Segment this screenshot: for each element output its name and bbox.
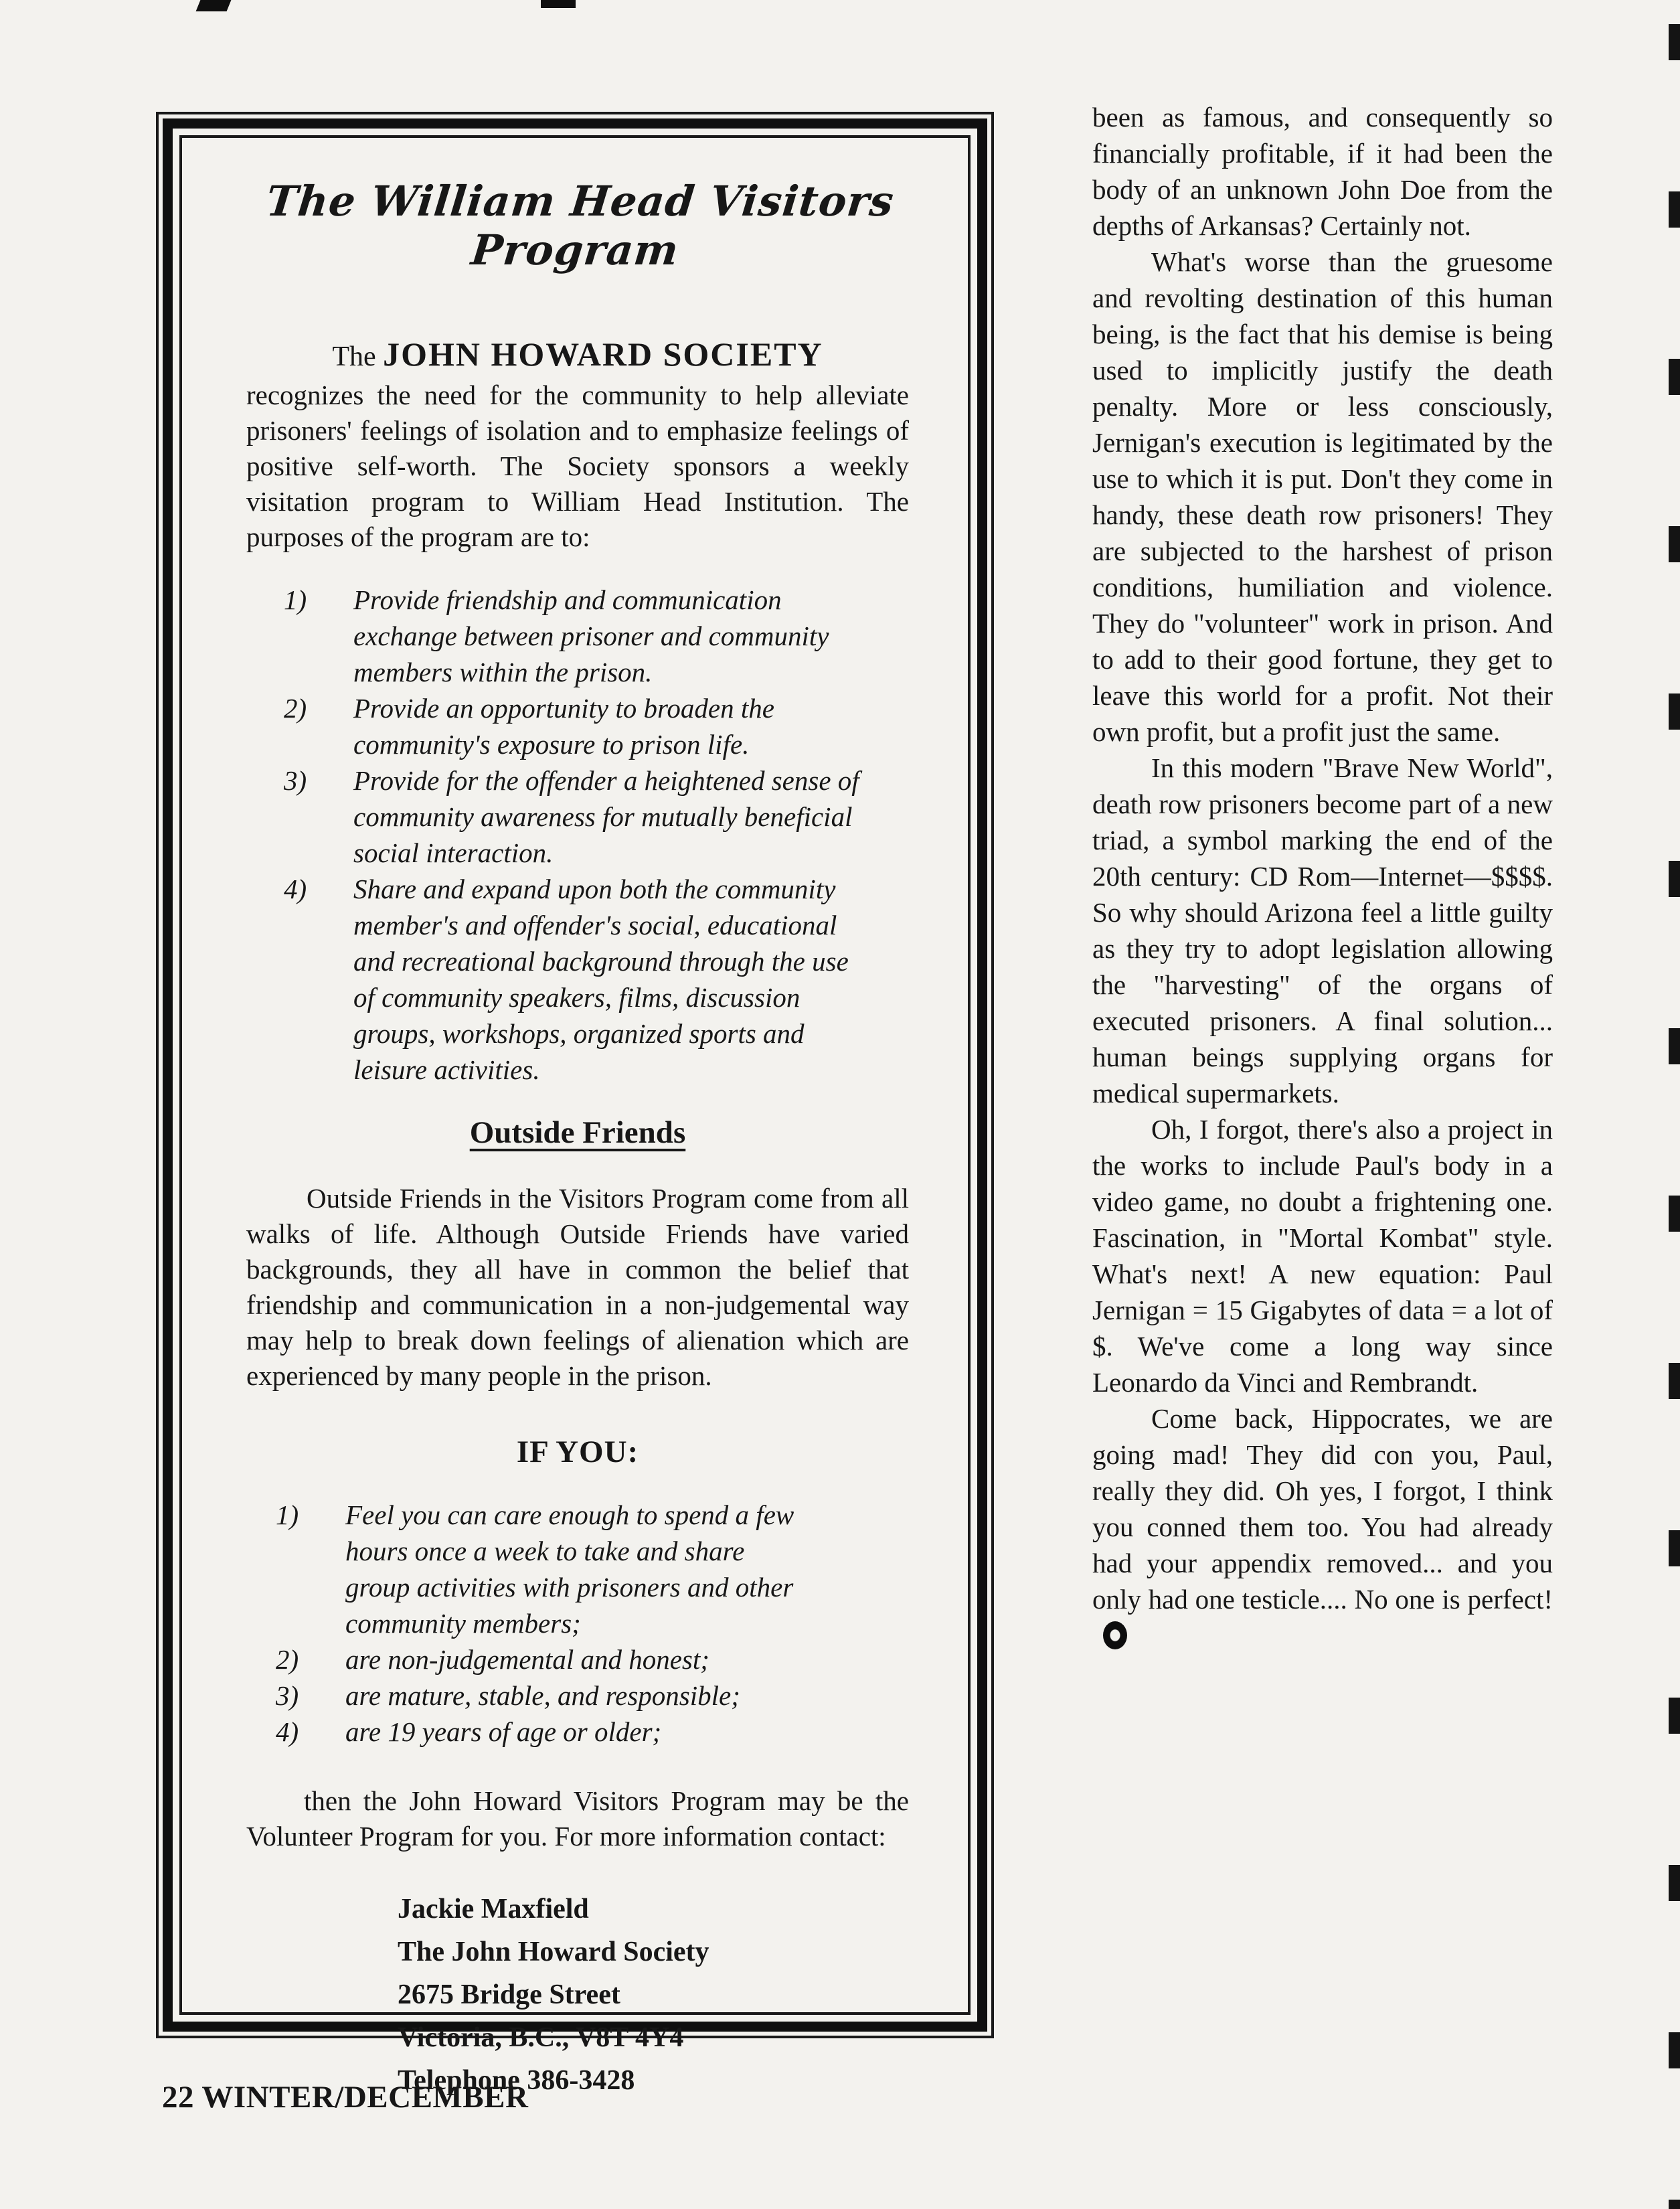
visitors-program-box xyxy=(156,112,994,2096)
list-item xyxy=(284,762,909,871)
contact-street: 2675 Bridge Street xyxy=(398,1979,620,2010)
list-number: 3) xyxy=(284,765,307,796)
list-text: Provide an opportunity to broaden the community's exposure to prison life. xyxy=(353,693,774,760)
if-you-heading: IF YOU: xyxy=(516,1435,639,1469)
contact-org: The John Howard Society xyxy=(398,1937,709,1967)
list-item xyxy=(276,1714,909,1750)
purposes-list xyxy=(246,582,909,1088)
intro-heading xyxy=(246,335,909,374)
list-item xyxy=(276,1678,909,1714)
footer-text: 22 WINTER/DECEMBER xyxy=(162,2080,529,2115)
list-number: 4) xyxy=(284,874,307,904)
page-number-footer xyxy=(162,2079,528,2115)
end-of-article-mark-icon xyxy=(1103,1621,1127,1649)
intro-lead: The xyxy=(332,341,376,372)
contact-phone: Telephone 386-3428 xyxy=(398,2065,635,2096)
paragraph-text: Come back, Hippocrates, we are going mad! They did con you, Paul, really they did. Oh yes, I forgot, I think you conned them too. You had already had your appendix removed... and you only had one testicle.... No one is perfect! xyxy=(1092,1403,1553,1615)
box-title: The William Head Visitors Program xyxy=(264,177,897,274)
list-item xyxy=(284,871,909,1088)
contact-city: Victoria, B.C., V8T 4Y4 xyxy=(398,2022,684,2053)
list-number: 2) xyxy=(284,693,307,724)
list-item xyxy=(276,1641,909,1678)
society-name: JOHN HOWARD SOCIETY xyxy=(383,335,823,373)
right-column-article xyxy=(1092,99,1553,1653)
list-item xyxy=(284,690,909,762)
intro-paragraph: recognizes the need for the community to help alleviate prisoners' feelings of isolation and to emphasize feelings of positive self-worth. The Society sponsors a weekly visitation program to William Head Institution. The purposes of the program are to: xyxy=(246,380,909,552)
box-border-inner xyxy=(179,135,971,2096)
list-number: 1) xyxy=(276,1499,299,1530)
scan-artifact xyxy=(541,0,576,8)
scan-artifact xyxy=(196,0,232,11)
list-text: are mature, stable, and responsible; xyxy=(345,1680,740,1711)
list-text: are non-judgemental and honest; xyxy=(345,1644,709,1675)
list-number: 2) xyxy=(276,1644,299,1675)
closing-paragraph: then the John Howard Visitors Program may be the Volunteer Program for you. For more information contact: xyxy=(246,1785,909,1852)
outside-friends-heading: Outside Friends xyxy=(469,1115,686,1150)
contact-block xyxy=(398,1888,909,2102)
list-number: 4) xyxy=(276,1716,299,1747)
contact-name: Jackie Maxfield xyxy=(398,1894,589,1925)
list-text: Provide for the offender a heightened sense of community awareness for mutually beneficial social interaction. xyxy=(353,765,859,868)
paragraph: Oh, I forgot, there's also a project in the works to include Paul's body in a video game, no doubt a frightening one. Fascination, in "Mortal Kombat" style. What's next! A new equation: Paul Jernigan = 15 Gigabytes of data = a lot of $. We've come a long way since Leonardo da Vinci and Rembrandt. xyxy=(1092,1114,1553,1398)
outside-friends-paragraph: Outside Friends in the Visitors Program come from all walks of life. Although Outside Friends have varied backgrounds, they all have in common the belief that friendship and communication in a non-judgemental way may help to break down feelings of alienation which are experienced by many people in the prison. xyxy=(246,1183,909,1391)
list-text: Share and expand upon both the community member's and offender's social, educational and recreational background through the use of community speakers, films, discussion groups, workshops, organized sports and leisure activities. xyxy=(353,874,849,1085)
binding-holes xyxy=(1669,24,1680,2209)
paragraph: been as famous, and consequently so financially profitable, if it had been the body of an unknown John Doe from the depths of Arkansas? Certainly not. xyxy=(1092,102,1553,241)
if-you-list xyxy=(246,1497,909,1750)
list-text: Provide friendship and communication exchange between prisoner and community members within the prison. xyxy=(353,584,829,687)
list-item xyxy=(276,1497,909,1641)
box-border-middle xyxy=(163,118,987,2096)
paragraph xyxy=(1092,1400,1553,1653)
list-text: are 19 years of age or older; xyxy=(345,1716,662,1747)
list-text: Feel you can care enough to spend a few hours once a week to take and share group activities with prisoners and other community members; xyxy=(345,1499,794,1639)
list-number: 1) xyxy=(284,584,307,615)
paragraph: What's worse than the gruesome and revolting destination of this human being, is the fact that his demise is being used to implicitly justify the death penalty. More or less consciously, Jernigan's execution is legitimated by the use to which it is put. Don't they come in handy, these death row prisoners! They are subjected to the harshest of prison conditions, humiliation and violence. They do "volunteer" work in prison. And to add to their good fortune, they get to leave this world for a profit. Not their own profit, but a profit just the same. xyxy=(1092,246,1553,747)
paragraph: In this modern "Brave New World", death row prisoners become part of a new triad, a symbol marking the end of the 20th century: CD Rom—Internet—$$$$. So why should Arizona feel a little guilty as they try to adopt legislation allowing the "harvesting" of the organs of executed prisoners. A final solution... human beings supplying organs for medical supermarkets. xyxy=(1092,752,1553,1109)
list-number: 3) xyxy=(276,1680,299,1711)
list-item xyxy=(284,582,909,690)
